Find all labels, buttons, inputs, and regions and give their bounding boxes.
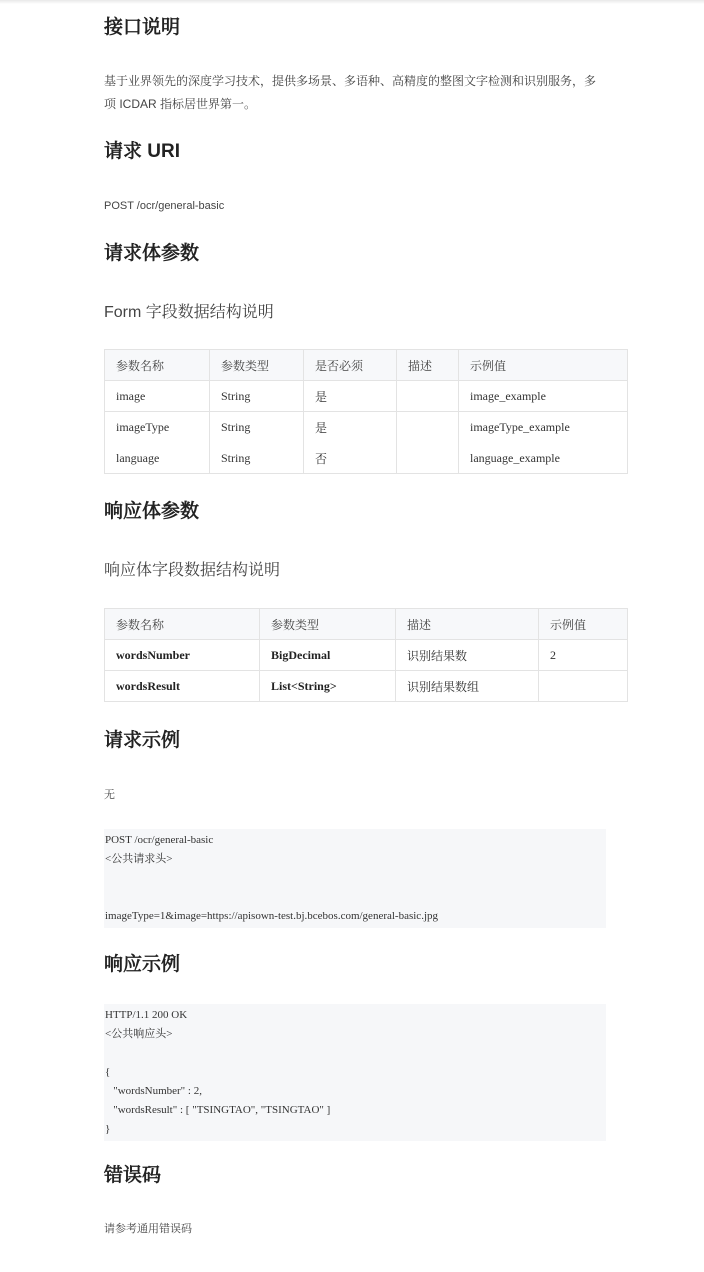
cell-description: [397, 381, 459, 412]
header-example: 示例值: [459, 350, 628, 381]
cell-description: [397, 412, 459, 443]
request-uri-text: POST /ocr/general-basic: [104, 200, 225, 212]
table-row: [105, 381, 628, 412]
cell-description: 识别结果数组: [396, 671, 539, 702]
header-description: 描述: [396, 609, 539, 640]
section-title-response-example: 响应示例: [104, 954, 181, 975]
code-line: "wordsNumber" : 2,: [105, 1085, 202, 1097]
cell-example: imageType_example: [459, 412, 628, 443]
table-row: [105, 412, 628, 443]
table-header-row: [105, 350, 628, 381]
header-example: 示例值: [539, 609, 628, 640]
code-line: {: [105, 1066, 111, 1078]
table-row: [105, 443, 628, 474]
intro-description: 基于业界领先的深度学习技术，提供多场景、多语种、高精度的整图文字检测和识别服务，多项 ICDAR 指标居世界第一。: [104, 74, 597, 111]
cell-description: 识别结果数: [396, 640, 539, 671]
cell-param-name: imageType: [105, 412, 210, 443]
cell-param-type: List<String>: [260, 671, 396, 702]
code-line: [105, 1044, 605, 1063]
header-param-name: 参数名称: [105, 609, 260, 640]
cell-param-type: BigDecimal: [260, 640, 396, 671]
response-example-code-block: [104, 1004, 606, 1141]
cell-param-name: wordsResult: [105, 671, 260, 702]
table-row: [105, 671, 628, 702]
code-line: <公共请求头>: [105, 853, 173, 865]
section-title-response-body: 响应体参数: [104, 501, 200, 522]
table-row: [105, 640, 628, 671]
cell-example: 2: [539, 640, 628, 671]
cell-param-type: String: [210, 412, 304, 443]
request-body-subtitle: Form 字段数据结构说明: [104, 304, 274, 321]
cell-required: 否: [304, 443, 397, 474]
header-description: 描述: [397, 350, 459, 381]
cell-required: 是: [304, 412, 397, 443]
cell-example: image_example: [459, 381, 628, 412]
section-title-request-uri: 请求 URI: [104, 141, 181, 162]
code-line: "wordsResult" : [ "TSINGTAO", "TSINGTAO" ]: [105, 1104, 331, 1116]
section-title-request-body: 请求体参数: [104, 243, 200, 264]
request-example-code-block: [104, 829, 606, 928]
section-title-intro: 接口说明: [104, 17, 181, 38]
cell-example: [539, 671, 628, 702]
code-line: POST /ocr/general-basic: [105, 834, 214, 846]
cell-param-type: String: [210, 443, 304, 474]
code-line: imageType=1&image=https://apisown-test.bj.bcebos.com/general-basic.jpg: [105, 910, 438, 922]
section-title-error-code: 错误码: [104, 1165, 162, 1186]
top-edge-shadow: [0, 0, 704, 4]
code-line: [105, 869, 605, 888]
code-line: }: [105, 1123, 111, 1135]
code-line: [105, 888, 605, 907]
request-params-table: [104, 349, 628, 474]
cell-param-name: wordsNumber: [105, 640, 260, 671]
cell-example: language_example: [459, 443, 628, 474]
header-param-type: 参数类型: [210, 350, 304, 381]
cell-description: [397, 443, 459, 474]
cell-param-type: String: [210, 381, 304, 412]
header-param-name: 参数名称: [105, 350, 210, 381]
response-params-table: [104, 608, 628, 702]
code-line: <公共响应头>: [105, 1028, 173, 1040]
cell-required: 是: [304, 381, 397, 412]
header-required: 是否必须: [304, 350, 397, 381]
header-param-type: 参数类型: [260, 609, 396, 640]
cell-param-name: language: [105, 443, 210, 474]
response-body-subtitle: 响应体字段数据结构说明: [104, 562, 281, 579]
code-line: HTTP/1.1 200 OK: [105, 1009, 188, 1021]
section-title-request-example: 请求示例: [104, 730, 181, 751]
table-header-row: [105, 609, 628, 640]
error-code-reference-link[interactable]: 请参考通用错误码: [104, 1223, 192, 1235]
cell-param-name: image: [105, 381, 210, 412]
request-example-note: 无: [104, 789, 115, 801]
